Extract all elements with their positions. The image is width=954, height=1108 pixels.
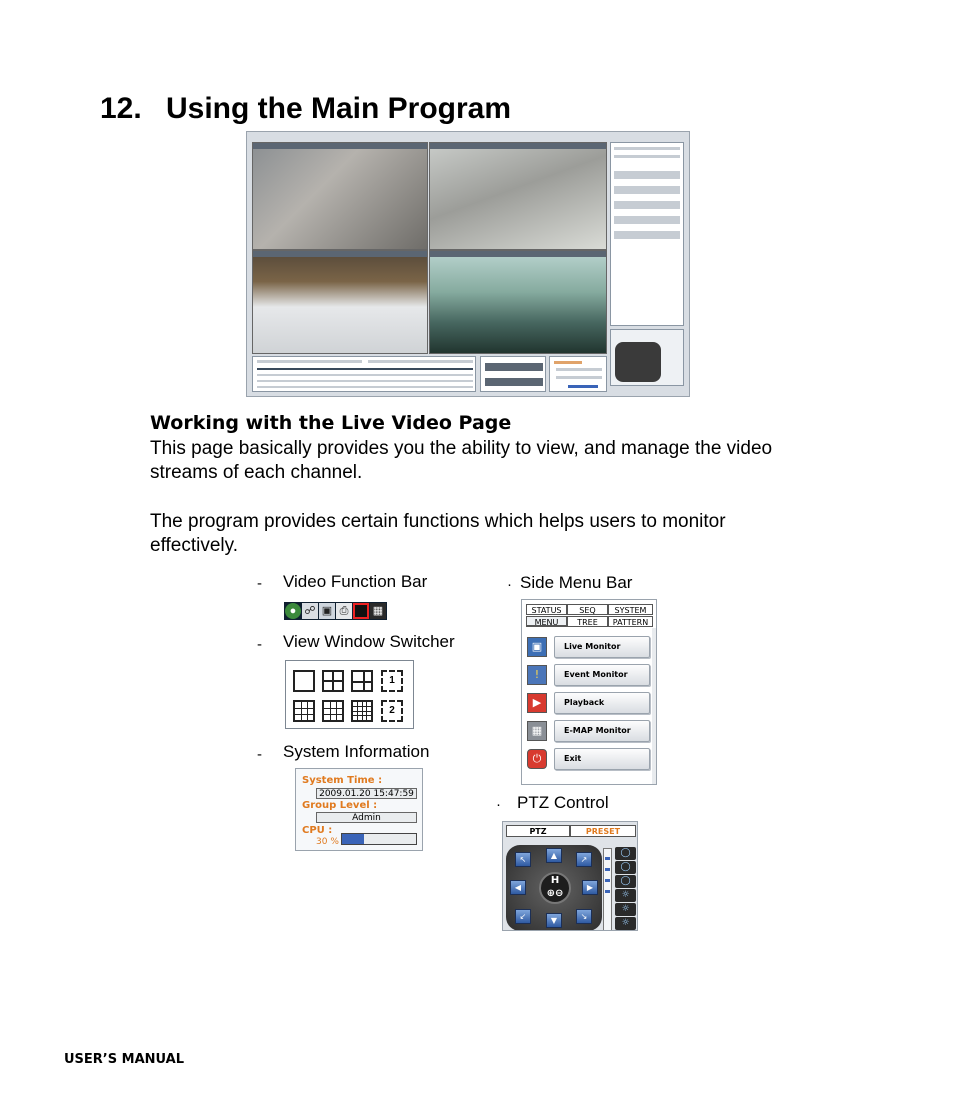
bullet: · [496, 796, 501, 813]
cpu-value: 30 % [316, 837, 339, 847]
video-channel-2 [429, 142, 607, 250]
quad-view-icon[interactable] [322, 670, 344, 692]
focus-near-icon[interactable]: ◯ [615, 847, 636, 860]
ptz-control-panel [502, 821, 638, 931]
video-channel-3 [252, 250, 428, 354]
brightness-down-icon[interactable]: ☼ [615, 903, 636, 916]
mini-view-switcher [480, 356, 546, 392]
menu-item-live-monitor[interactable] [527, 636, 650, 658]
snapshot-icon[interactable]: ▣ [319, 603, 335, 619]
group-level-label: Group Level : [302, 800, 378, 811]
fullscreen-1-icon[interactable]: 1 [381, 670, 403, 692]
mini-ptz-panel [610, 329, 684, 386]
ptz-direction-pad [506, 845, 602, 931]
arrow-up-icon[interactable]: ▲ [546, 848, 562, 863]
tab-preset[interactable]: PRESET [570, 825, 636, 837]
sixteen-view-icon[interactable] [351, 700, 373, 722]
arrow-down-icon[interactable]: ▼ [546, 913, 562, 928]
zoom-icon: ⊕⊖ [546, 888, 564, 899]
video-function-bar [284, 602, 387, 620]
arrow-up-left-icon[interactable]: ↖ [515, 852, 531, 867]
tab-ptz[interactable]: PTZ [506, 825, 570, 837]
menu-item-emap-monitor[interactable] [527, 720, 650, 742]
tab-pattern[interactable]: PATTERN [608, 616, 653, 627]
video-function-bar-label: Video Function Bar [283, 572, 428, 591]
bullet: - [257, 636, 262, 653]
event-monitor-button[interactable]: Event Monitor [554, 664, 650, 686]
tab-seq[interactable]: SEQ [567, 604, 608, 615]
system-information-label: System Information [283, 742, 430, 761]
system-time-label: System Time : [302, 775, 383, 786]
menu-item-event-monitor[interactable] [527, 664, 650, 686]
emap-monitor-button[interactable]: E-MAP Monitor [554, 720, 650, 742]
arrow-left-icon[interactable]: ◀ [510, 880, 526, 895]
view-window-switcher-label: View Window Switcher [283, 632, 455, 651]
view-window-switcher [285, 660, 414, 729]
grid-icon[interactable]: ▦ [370, 603, 386, 619]
side-menu-bar-label: Side Menu Bar [520, 573, 633, 592]
arrow-up-right-icon[interactable]: ↗ [576, 852, 592, 867]
tab-menu[interactable]: MENU [526, 616, 567, 627]
footer-manual: USER’S MANUAL [64, 1052, 185, 1067]
subheading: Working with the Live Video Page [150, 412, 512, 434]
microphone-icon[interactable]: ☍ [302, 603, 318, 619]
mixed-view-icon[interactable] [351, 670, 373, 692]
nine-view-icon[interactable] [293, 700, 315, 722]
power-icon: ⏻ [527, 749, 547, 769]
tab-status[interactable]: STATUS [526, 604, 567, 615]
section-number: 12. [100, 92, 142, 125]
single-view-icon[interactable] [293, 670, 315, 692]
alert-icon: ! [527, 665, 547, 685]
zoom-slider[interactable] [603, 848, 612, 931]
map-icon: ▦ [527, 721, 547, 741]
bullet: · [507, 576, 512, 593]
iris-icon[interactable]: ◯ [615, 875, 636, 888]
monitor-icon: ▣ [527, 637, 547, 657]
tab-tree[interactable]: TREE [567, 616, 608, 627]
menu-item-playback[interactable] [527, 692, 650, 714]
fullscreen-2-icon[interactable]: 2 [381, 700, 403, 722]
ten-view-icon[interactable] [322, 700, 344, 722]
live-monitor-button[interactable]: Live Monitor [554, 636, 650, 658]
mini-event-info [252, 356, 476, 392]
arrow-down-left-icon[interactable]: ↙ [515, 909, 531, 924]
bullet: - [257, 575, 262, 592]
section-title: Using the Main Program [166, 92, 512, 125]
paragraph-functions: The program provides certain functions which helps users to monitor effectively. [150, 511, 726, 556]
brightness-up-icon[interactable]: ☼ [615, 889, 636, 902]
arrow-right-icon[interactable]: ▶ [582, 880, 598, 895]
bullet: - [257, 746, 262, 763]
home-button[interactable]: H ⊕⊖ [539, 872, 571, 904]
cpu-usage-bar [341, 833, 417, 845]
record-icon[interactable]: ● [285, 603, 301, 619]
group-level-value: Admin [316, 812, 417, 823]
mini-system-info [549, 356, 607, 392]
menu-item-exit[interactable] [527, 748, 650, 770]
focus-far-icon[interactable]: ◯ [615, 861, 636, 874]
side-menu-bar [521, 599, 657, 785]
scrollbar[interactable] [652, 628, 656, 784]
cpu-usage-fill [342, 834, 364, 844]
exit-button[interactable]: Exit [554, 748, 650, 770]
main-program-screenshot [246, 131, 690, 397]
print-icon[interactable]: ⎙ [336, 603, 352, 619]
play-icon: ▶ [527, 693, 547, 713]
system-time-value: 2009.01.20 15:47:59 [316, 788, 417, 799]
video-channel-1 [252, 142, 428, 250]
cpu-label: CPU : [302, 825, 333, 836]
playback-button[interactable]: Playback [554, 692, 650, 714]
page-heading [100, 92, 511, 126]
ptz-control-label: PTZ Control [517, 793, 609, 812]
mini-side-menu [610, 142, 684, 326]
system-information-panel [295, 768, 423, 851]
arrow-down-right-icon[interactable]: ↘ [576, 909, 592, 924]
tab-system[interactable]: SYSTEM [608, 604, 653, 615]
light-icon[interactable]: ☼ [615, 917, 636, 930]
fullscreen-icon[interactable] [353, 603, 369, 619]
video-channel-4 [429, 250, 607, 354]
paragraph-intro: This page basically provides you the ability to view, and manage the video streams of each channel. [150, 438, 773, 483]
